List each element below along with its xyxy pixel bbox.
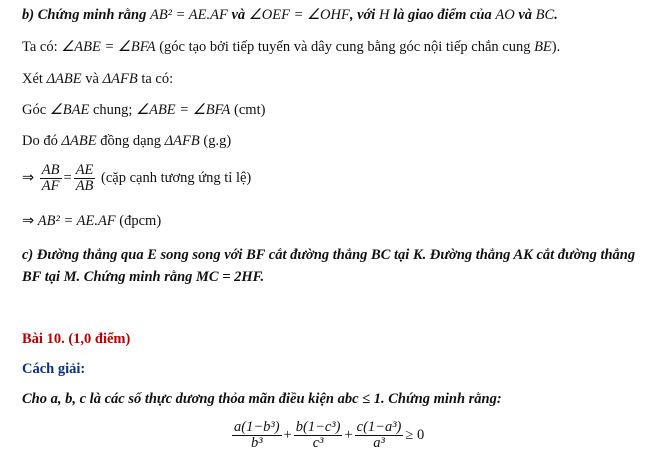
fraction-ab-af: $\frac{AB}{AF}$ (41, 162, 60, 195)
proof-line-3: Góc ∠BAE chung; ∠ABE = ∠BFA (cmt) (22, 102, 266, 118)
proof-line-6: ⇒ AB² = AE.AF (đpcm) (22, 213, 162, 229)
problem-10-statement: Cho a, b, c là các số thực dương thỏa mãn điều kiện abc ≤ 1. Chứng minh rằng: (22, 391, 502, 407)
proof-line-4: Do đó ΔABE đồng dạng ΔAFB (g.g) (22, 133, 232, 149)
fraction-ae-ab: $\frac{AE}{AB}$ (75, 162, 94, 195)
part-c-line-2: BF tại M. Chứng minh rằng MC = 2HF. (22, 269, 265, 285)
fraction-term-1: $\frac{\text{a(1−b³)}}{\text{b³}}$ (234, 419, 280, 451)
problem-10-title: Bài 10. (1,0 điểm) (22, 331, 131, 347)
proof-line-5-ratio: ⇒ $\frac{AB}{AF}$ = $\frac{AE}{AB}$ (cặp cạnh tương ứng tỉ lệ) (22, 162, 252, 195)
fraction-term-2: $\frac{\text{b(1−c³)}}{\text{c³}}$ (295, 419, 341, 451)
part-c-line-1: c) Đường thẳng qua E song song với BF cắt đường thẳng BC tại K. Đường thẳng AK cắt đường thẳng (22, 247, 636, 263)
part-b-heading: b) Chứng minh rằng AB² = AE.AF và ∠OEF = ∠OHF, với H là giao điểm của AO và BC. (22, 7, 558, 23)
fraction-term-3: $\frac{\text{c(1−a³)}}{\text{a³}}$ (356, 419, 402, 451)
proof-line-1: Ta có: ∠ABE = ∠BFA (góc tạo bởi tiếp tuyến và dây cung bằng góc nội tiếp chắn cung BE). (22, 39, 561, 55)
solution-label: Cách giải: (22, 361, 86, 377)
proof-line-2: Xét ΔABE và ΔAFB ta có: (22, 71, 174, 87)
inequality: $\frac{\text{a(1−b³)}}{\text{b³}}$ + $\frac{\text{b(1−c³)}}{\text{c³}}$ + $\frac{\text{c(1−a³)}}{\text{a³}}$ ≥ 0 (234, 419, 425, 451)
